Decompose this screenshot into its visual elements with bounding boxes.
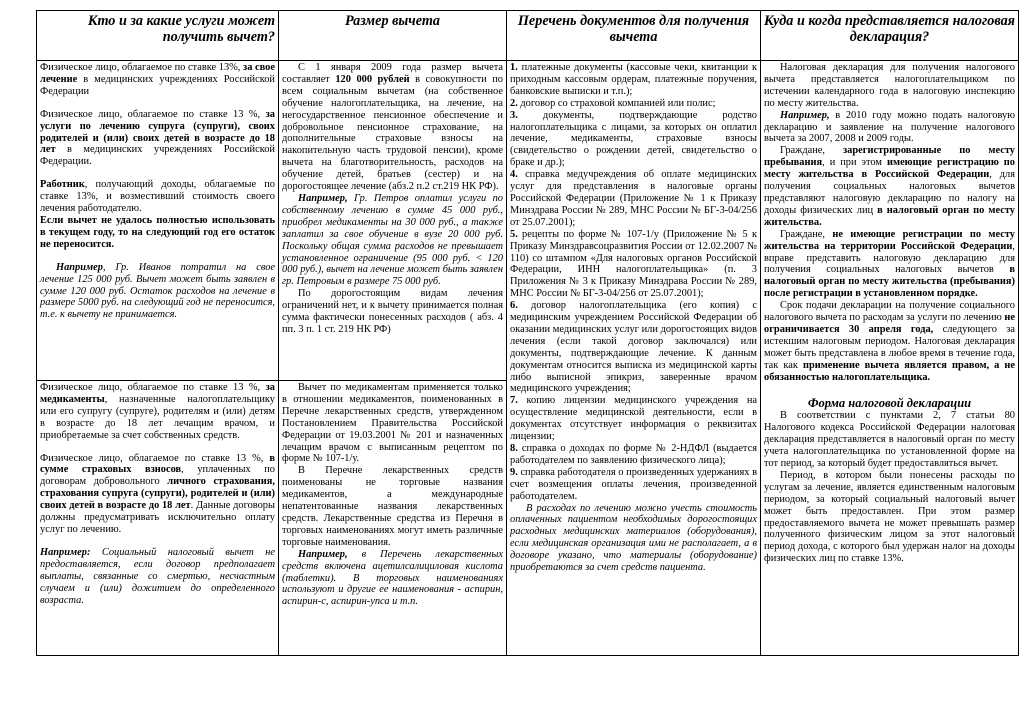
form-section-title: Форма налоговой декларации	[807, 396, 972, 411]
paragraph: Физическое лицо, облагаемое по ставке 13 %, в сумме страховых взносов, уплаченных по договорам добровольного личного страхования, страхования супруга (супруги), родителей и (или) своих детей в возрасте до 18 лет. Данные договоры должны предусматривать исключительно оплату услуг по лечению.	[40, 452, 275, 535]
document-item: 5. рецепты по форме № 107-1/у (Приложение № 5 к Приказу Минздравсоцразвития России от 12.02.2007 № 110) со штампом «Для налоговых органов Российской Федерации, ИНН налогоплательщика» (п. 3 Приложения № 3 к Приказу Минздрава России № 289, МНС России № БГ-3-04/256 от 25.07.2001);	[510, 228, 757, 300]
paragraph: По дорогостоящим видам лечения ограничений нет, и к вычету принимается полная сумма фактически понесенных расходов ( абз. 4 пп. 3 п. 1 ст. 219 НК РФ)	[282, 288, 503, 335]
paragraph: Граждане, не имеющие регистрации по месту жительства на территории Российской Федерации, вправе представить налоговую декларацию для получения социальных налоговых вычетов в налоговый орган по месту жительства (пребывания) после регистрации в установленном порядке.	[764, 228, 1015, 300]
header-row	[37, 11, 1019, 61]
example-paragraph: Например, в Перечень лекарственных средств включена ацетилсалициловая кислота (таблетки). В торговых наименованиях используют и другие ее наименования - аспирин, аспирин-с, аспирин-упса и т.п.	[282, 548, 503, 608]
cell-where-when	[761, 61, 1019, 656]
paragraph: Налоговая декларация для получения налогового вычета представляется налогоплательщиком по истечении календарного года в налоговую инспекцию по месту жительства.	[764, 62, 1015, 109]
example-paragraph: Например, Гр. Иванов потратил на свое лечение 125 000 руб. Вычет может быть заявлен в сумме 120 000 руб. Остаток расходов на лечение в размере 5000 руб. на следующий год не переносится, т.е. к вычету не принимается.	[40, 261, 275, 321]
header-documents: Перечень документов для получения вычета	[507, 11, 761, 61]
paragraph: Физическое лицо, облагаемое по ставке 13 %, за услуги по лечению супруга (супруги), своих родителей и (или) своих детей в возрасте до 18 лет в медицинских учреждениях Российской Федерации.	[40, 108, 275, 168]
cell-who-medicines	[37, 381, 279, 656]
header-where-when: Куда и когда представляется налоговая декларация?	[761, 11, 1019, 61]
document-item: 9. справка работодателя о произведенных удержаниях в счет возмещения оплаты лечения, произведенной работодателем.	[510, 466, 757, 502]
paragraph: С 1 января 2009 года размер вычета составляет 120 000 рублей в совокупности по всем социальным вычетам (на собственное обучение налогоплательщика, на лечение, на негосударственное пенсионное обеспечение и добровольное пенсионное страхование, на дополнительные страховые взносы на накопительную часть трудовой пенсии), кроме вычета на благотворительность, расходов на обучение детей, братьев (сестер) и на дорогостоящее лечение (абз.2 п.2 ст.219 НК РФ).	[282, 62, 503, 193]
document-item: 6. договор налогоплательщика (его копия) с медицинским учреждением Российской Федерации об оказании медицинских услуг или дорогостоящих видов лечения (если такой договор заключался) или документы, подтверждающие лечение. К данным документам относится выписка из медицинской карты либо выписной эпикриз, заверенные врачом медицинского учреждения;	[510, 300, 757, 395]
paragraph: Период, в котором были понесены расходы по услугам за лечение, является единственным налоговым периодом, за который социальный налоговый вычет может быть предоставлен. При этом размер предоставляемого вычета не может превышать размер полученного физическим лицом за этот налоговый период дохода, с которого был удержан налог на доходы физических лиц по ставке 13%.	[764, 469, 1015, 565]
cell-amount-medicines	[279, 381, 507, 656]
paragraph: Граждане, зарегистрированные по месту пребывания, и при этом имеющие регистрацию по месту жительства в Российской Федерации, для получения социальных налоговых вычетов представляют налоговую декларацию по налогу на доходы физических лиц в налоговый орган по месту жительства.	[764, 145, 1015, 228]
example-paragraph: Например, Гр. Петров оплатил услуги по собственному лечению в сумме 45 000 руб., приобрел медикаменты на 30 000 руб., а также заплатил за свое обучение в вузе 20 000 руб. Поскольку общая сумма расходов не превышает установленное ограничение (95 000 руб. < 120 000 руб.), вычет на лечение может быть заявлен гр. Петровым в размере 75 000 руб.	[282, 192, 503, 288]
cell-documents	[507, 61, 761, 656]
paragraph: Срок подачи декларации на получение социального налогового вычета по расходам за услуги по лечению не ограничивается 30 апреля года, следующего за истекшим налоговым периодом. Налоговая декларация может быть представлена в любое время в течение года, так как применение вычета является правом, а не обязанностью налогоплательщика.	[764, 300, 1016, 383]
info-table	[36, 10, 1019, 656]
cell-amount-treatment	[279, 61, 507, 381]
paragraph: Физическое лицо, облагаемое по ставке 13 %, за медикаменты, назначенные налогоплательщику или его супругу (супруге), родителям и (или) детям в возрасте до 18 лет лечащим врачом, и приобретаемые за счет собственных средств.	[40, 382, 275, 441]
example-paragraph: Например, в 2010 году можно подать налоговую декларацию и заявление на получение налогового вычета за 2007, 2008 и 2009 годы.	[764, 109, 1015, 145]
document-item: 8. справка о доходах по форме № 2-НДФЛ (выдается работодателем по заявлению физического лица);	[510, 443, 757, 466]
row-treatment	[37, 61, 1019, 381]
document-item: 1. платежные документы (кассовые чеки, квитанции к приходным кассовым ордерам, платежные поручения, банковские выписки и т.п.);	[510, 62, 757, 97]
document-item: 3. документы, подтверждающие родство налогоплательщика с лицами, за которых он оплатил лечение, медикаменты, страховые взносы (свидетельство о рождении детей, свидетельство о браке и др.);	[510, 109, 757, 169]
paragraph: В Перечне лекарственных средств поименованы не торговые названия медикаментов, а международные непатентованные названия лекарственных средств. Лекарственные средства из Перечня в торговых наименованиях могут иметь различные торговые наименования.	[282, 465, 503, 548]
document-item: 7. копию лицензии медицинского учреждения на осуществление медицинской деятельности, если в документах отсутствует информация о реквизитах лицензии;	[510, 395, 757, 443]
document-item: 2. договор со страховой компанией или полис;	[510, 97, 716, 109]
paragraph: Если вычет не удалось полностью использовать в текущем году, то на следующий год его остаток не переносится.	[40, 214, 275, 250]
note-paragraph: В расходах по лечению можно учесть стоимость оплаченных пациентом необходимых дорогостоящих расходных медицинских материалов (оборудования), если медицинская организация ими не располагает, а в договоре указано, что материалы (оборудование) приобретаются за счет средств пациента.	[510, 502, 757, 574]
header-who: Кто и за какие услуги может получить вычет?	[37, 11, 279, 61]
paragraph: Работник, получающий доходы, облагаемые по ставке 13%, и возместивший стоимость своего лечения работодателю.	[40, 179, 275, 215]
header-amount: Размер вычета	[279, 11, 507, 61]
paragraph: Физическое лицо, облагаемое по ставке 13%, за свое лечение в медицинских учреждениях Российской Федерации	[40, 62, 275, 97]
paragraph: Вычет по медикаментам применяется только в отношении медикаментов, поименованных в Перечне лекарственных средств, утвержденном Постановлением Правительства Российской Федерации от 19.03.2001 № 201 и назначенных лечащим врачом с выписанным рецептом по форме № 107-1/у.	[282, 382, 503, 465]
cell-who-treatment	[37, 61, 279, 381]
example-paragraph: Например: Социальный налоговый вычет не предоставляется, если договор предполагает выплаты, связанные со смертью, несчастным случаем и (или) дожитием до определенного возраста.	[40, 546, 275, 606]
paragraph: В соответствии с пунктами 2, 7 статьи 80 Налогового кодекса Российской Федерации налоговая декларация представляется в налоговый орган по месту учета налогоплательщика по установленной форме на тот период, за который будет предоставляться вычет.	[764, 410, 1015, 469]
document-item: 4. справка медучреждения об оплате медицинских услуг для представления в налоговые органы Российской Федерации (Приложение № 1 к Приказу Минздрава России № 289, МНС России № БГ-3-04/256 от 25.07.2001);	[510, 169, 757, 228]
